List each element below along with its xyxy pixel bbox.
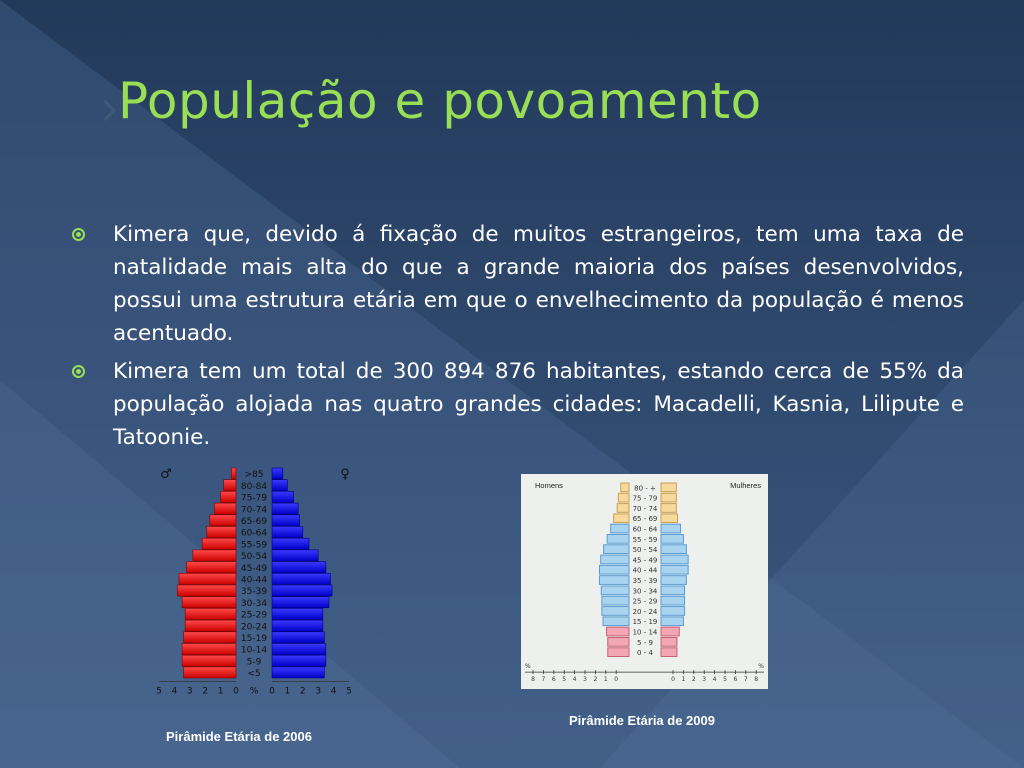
axis-unit-label: % <box>249 686 259 697</box>
bar-homens <box>621 483 629 492</box>
bar-female <box>272 632 324 643</box>
age-group-label: 50-54 <box>240 552 268 563</box>
x-tick-label: 5 <box>156 686 162 697</box>
age-group-label: 65 - 69 <box>632 515 658 524</box>
bar-male <box>193 550 236 561</box>
bar-female <box>272 585 332 596</box>
x-tick-label: 4 <box>171 686 178 697</box>
bar-female <box>272 538 309 549</box>
bar-female <box>272 667 324 678</box>
bar-female <box>272 644 326 655</box>
x-tick-label: 7 <box>743 676 748 684</box>
caption-2006: Pirâmide Etária de 2006 <box>166 729 312 744</box>
bar-mulheres <box>661 535 683 544</box>
age-group-label: 50 - 54 <box>632 546 658 555</box>
bullet-item <box>72 218 964 350</box>
age-group-label: 60 - 64 <box>632 525 658 534</box>
population-pyramid-2006 <box>150 462 360 702</box>
x-tick-label: 3 <box>315 686 322 697</box>
bar-male <box>210 515 236 526</box>
bar-mulheres <box>661 607 685 616</box>
bullet-text: Kimera que, devido á fixação de muitos estrangeiros, tem uma taxa de natalidade mais alta do que a grande maioria dos países desenvolvidos, possui uma estrutura etária em que o envelhecimento da população é menos acentuado. <box>113 222 964 346</box>
age-group-label: 20-24 <box>240 622 268 633</box>
bar-male <box>214 503 236 514</box>
bar-homens <box>608 648 629 657</box>
age-group-label: 75-79 <box>240 493 268 504</box>
age-group-label: 55-59 <box>240 540 268 551</box>
age-group-label: 35-39 <box>240 587 268 598</box>
bar-mulheres <box>661 586 685 595</box>
x-tick-label: 4 <box>712 676 717 684</box>
bar-female <box>272 515 300 526</box>
bar-mulheres <box>661 514 678 523</box>
bar-male <box>221 491 236 502</box>
age-group-label: 5 - 9 <box>637 638 653 647</box>
bar-male <box>184 667 236 678</box>
bar-male <box>185 620 236 631</box>
bar-homens <box>603 617 629 626</box>
bar-homens <box>600 576 630 585</box>
bar-female <box>272 491 294 502</box>
age-group-label: 80 - + <box>634 484 656 493</box>
bullet-list <box>72 218 964 459</box>
bar-male <box>182 597 236 608</box>
bullet-icon <box>72 228 85 241</box>
bar-female <box>272 597 329 608</box>
bar-female <box>272 620 323 631</box>
age-group-label: 75 - 79 <box>632 494 658 503</box>
age-group-label: 40 - 44 <box>632 566 658 575</box>
x-tick-label: 4 <box>330 686 337 697</box>
x-tick-label: 1 <box>217 686 224 697</box>
bar-mulheres <box>661 483 676 492</box>
bar-male <box>177 585 236 596</box>
x-tick-label: 8 <box>754 676 759 684</box>
caption-2009: Pirâmide Etária de 2009 <box>569 713 715 728</box>
x-tick-label: 5 <box>346 686 352 697</box>
age-group-label: 65-69 <box>240 517 268 527</box>
bar-male <box>184 632 236 643</box>
bullet-icon <box>72 365 85 378</box>
x-tick-label: 8 <box>531 676 535 684</box>
bar-female <box>272 608 323 619</box>
bar-female <box>272 655 326 666</box>
bar-mulheres <box>661 638 677 647</box>
bar-homens <box>602 596 629 605</box>
bullet-text: Kimera tem um total de 300 894 876 habitantes, estando cerca de 55% da população alojada nas quatro grandes cidades: Macadelli, Kasnia, Lilipute e Tatoonie. <box>113 359 964 450</box>
age-group-label: >85 <box>244 470 264 481</box>
bar-homens <box>607 627 629 636</box>
bar-mulheres <box>661 617 683 626</box>
x-tick-label: 2 <box>202 686 209 697</box>
left-label-homens: Homens <box>535 481 563 490</box>
axis-unit-left: % <box>525 663 531 671</box>
x-tick-label: 5 <box>723 676 727 684</box>
x-tick-label: 3 <box>583 676 587 684</box>
x-tick-label: 2 <box>299 686 306 697</box>
female-symbol: ♀ <box>340 467 350 482</box>
bar-female <box>272 480 287 491</box>
age-group-label: 70-74 <box>240 505 268 516</box>
x-tick-label: 1 <box>284 686 291 697</box>
bar-homens <box>618 493 629 502</box>
bar-male <box>207 527 236 538</box>
bar-homens <box>614 514 629 523</box>
bar-female <box>272 550 318 561</box>
age-group-label: 20 - 24 <box>632 607 658 616</box>
x-tick-label: 2 <box>691 676 696 684</box>
bar-female <box>272 527 303 538</box>
age-group-label: 25-29 <box>240 610 268 621</box>
age-group-label: 10 - 14 <box>632 628 658 637</box>
age-group-label: 80-84 <box>240 481 268 492</box>
age-group-label: 0 - 4 <box>637 649 653 658</box>
bar-female <box>272 503 298 514</box>
bar-male <box>182 644 236 655</box>
bar-homens <box>607 535 629 544</box>
bar-homens <box>601 555 629 564</box>
bar-homens <box>608 638 629 647</box>
age-group-label: <5 <box>247 669 261 680</box>
bar-mulheres <box>661 504 676 513</box>
bar-male <box>182 655 236 666</box>
age-group-label: 30-34 <box>240 598 268 609</box>
bar-female <box>272 573 331 584</box>
male-symbol: ♂ <box>160 467 172 482</box>
bar-mulheres <box>661 576 686 585</box>
bar-mulheres <box>661 648 677 657</box>
x-tick-label: 0 <box>614 676 619 684</box>
age-group-label: 35 - 39 <box>632 577 658 585</box>
age-group-label: 55 - 59 <box>632 535 658 544</box>
age-group-label: 70 - 74 <box>632 504 658 513</box>
bar-male <box>179 573 236 584</box>
bar-female <box>272 468 283 479</box>
x-tick-label: 4 <box>572 676 577 684</box>
x-tick-label: 3 <box>702 676 707 684</box>
bar-mulheres <box>661 545 686 554</box>
bar-mulheres <box>661 555 688 564</box>
bar-female <box>272 562 326 573</box>
bar-male <box>231 468 236 479</box>
age-group-label: 15-19 <box>240 634 268 644</box>
x-tick-label: 6 <box>733 676 738 684</box>
age-group-label: 60-64 <box>240 528 268 539</box>
age-group-label: 30 - 34 <box>632 587 658 596</box>
bar-mulheres <box>661 565 688 574</box>
bar-male <box>224 480 236 491</box>
x-tick-label: 5 <box>562 676 567 684</box>
bar-mulheres <box>661 493 676 502</box>
x-tick-label: 6 <box>551 676 556 684</box>
bar-mulheres <box>661 627 679 636</box>
bar-homens <box>604 545 629 554</box>
bar-mulheres <box>661 524 680 533</box>
bar-homens <box>617 504 629 513</box>
bar-male <box>187 562 236 573</box>
age-group-label: 45-49 <box>240 563 268 574</box>
bar-homens <box>601 586 629 595</box>
bar-male <box>202 538 236 549</box>
slide-title: População e povoamento <box>118 72 762 130</box>
age-group-label: 45 - 49 <box>632 556 658 565</box>
x-tick-label: 1 <box>603 676 608 684</box>
bar-male <box>185 608 236 619</box>
age-group-label: 10-14 <box>240 645 268 656</box>
right-label-mulheres: Mulheres <box>730 481 761 490</box>
x-tick-label: 7 <box>541 676 546 684</box>
age-group-label: 5-9 <box>246 657 262 668</box>
age-group-label: 40-44 <box>240 575 268 586</box>
bullet-item <box>72 355 964 454</box>
bar-homens <box>602 607 629 616</box>
x-tick-label: 2 <box>593 676 598 684</box>
axis-unit-right: % <box>758 663 764 671</box>
age-group-label: 25 - 29 <box>632 597 658 606</box>
bar-homens <box>600 565 630 574</box>
population-pyramid-2009 <box>521 474 768 689</box>
bar-homens <box>611 524 629 533</box>
bar-mulheres <box>661 596 685 605</box>
x-tick-label: 0 <box>269 686 275 697</box>
x-tick-label: 1 <box>681 676 686 684</box>
age-group-label: 15 - 19 <box>632 618 658 627</box>
x-tick-label: 0 <box>671 676 675 684</box>
x-tick-label: 0 <box>233 686 239 697</box>
x-tick-label: 3 <box>186 686 193 697</box>
